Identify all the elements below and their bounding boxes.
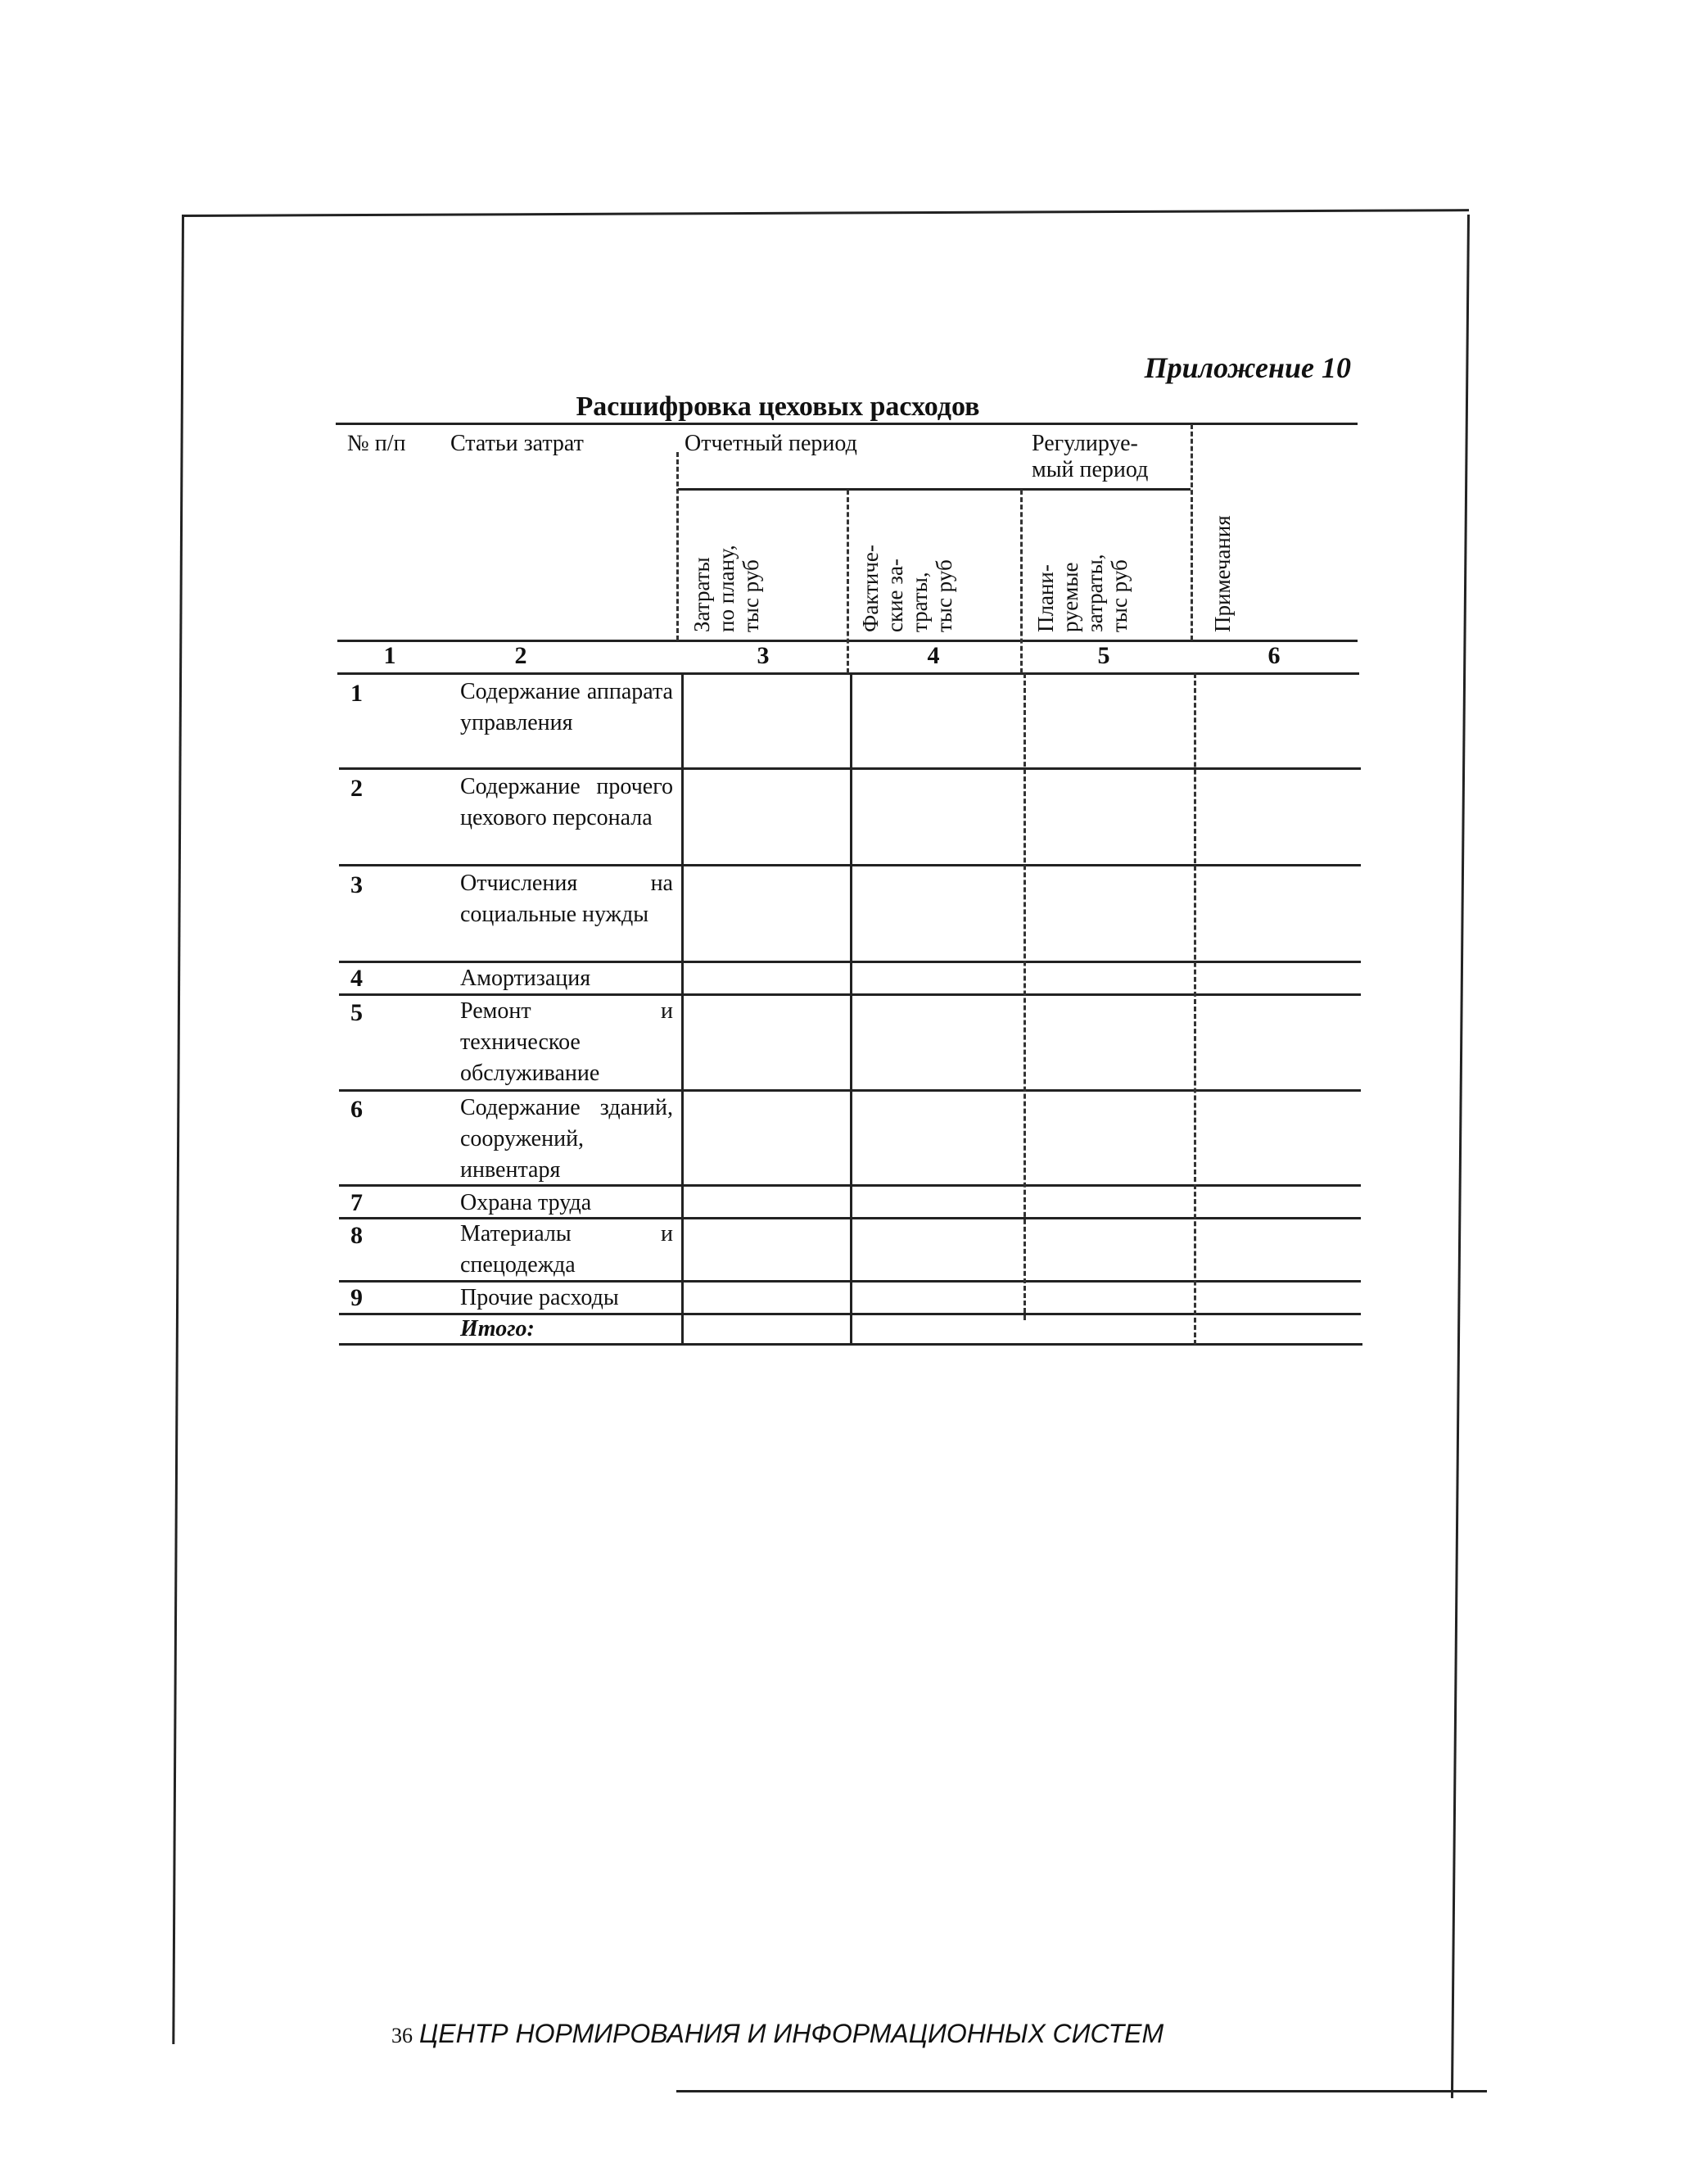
header-col-notes: Примечания bbox=[1210, 515, 1235, 632]
page-footer bbox=[391, 2019, 1210, 2049]
col-divider bbox=[1023, 673, 1026, 1320]
header-col-actual-costs: Фактиче- ские за- траты, тыс руб bbox=[858, 545, 956, 632]
column-number: 6 bbox=[1267, 642, 1281, 669]
column-number: 2 bbox=[514, 642, 527, 669]
column-number: 4 bbox=[927, 642, 940, 669]
row-number: 6 bbox=[350, 1096, 363, 1123]
col-divider bbox=[847, 490, 849, 673]
col-divider bbox=[1191, 424, 1193, 640]
row-item: Прочие расходы bbox=[460, 1285, 619, 1310]
row-item: Содержание прочего цехового персонала bbox=[460, 774, 673, 830]
header-group-regulated: Регулируе- мый период bbox=[1032, 431, 1149, 482]
col-divider bbox=[1020, 490, 1023, 673]
header-col-items: Статьи затрат bbox=[450, 431, 584, 456]
row-item: Охрана труда bbox=[460, 1190, 592, 1215]
col-divider bbox=[850, 673, 852, 1345]
header-group-reporting: Отчетный период bbox=[685, 431, 857, 456]
row-item: Содержание зданий, сооружений, инвентаря bbox=[460, 1095, 673, 1183]
row-number: 2 bbox=[350, 775, 363, 802]
col-divider bbox=[676, 452, 679, 640]
appendix-label: Приложение 10 bbox=[1144, 351, 1351, 384]
row-number: 7 bbox=[350, 1189, 363, 1216]
row-item: Содержание аппарата управления bbox=[460, 679, 673, 735]
col-divider bbox=[1194, 673, 1196, 1345]
column-number: 3 bbox=[757, 642, 770, 669]
row-number: 8 bbox=[350, 1222, 363, 1249]
column-number: 5 bbox=[1097, 642, 1110, 669]
row-number: 9 bbox=[350, 1284, 363, 1311]
row-number: 1 bbox=[350, 680, 363, 707]
column-number: 1 bbox=[383, 642, 396, 669]
row-number: 3 bbox=[350, 871, 363, 898]
row-item: Ремонт и техническое обслуживание bbox=[460, 998, 673, 1086]
total-label: Итого: bbox=[460, 1316, 535, 1341]
table-top-rule bbox=[336, 423, 1358, 425]
page-number: 36 bbox=[391, 2024, 413, 2047]
header-col-planned-costs: Плани- руемые затраты, тыс руб bbox=[1033, 554, 1132, 632]
row-item: Отчисления на социальные нужды bbox=[460, 871, 673, 927]
header-col-plan-costs: Затраты по плану, тыс руб bbox=[689, 545, 763, 632]
row-item: Амортизация bbox=[460, 966, 591, 991]
footer-org-name: ЦЕНТР НОРМИРОВАНИЯ И ИНФОРМАЦИОННЫХ СИСТЕМ bbox=[419, 2019, 1164, 2048]
group-header-rule bbox=[678, 488, 1191, 491]
document-title: Расшифровка цеховых расходов bbox=[576, 391, 980, 422]
row-item: Материалы и спецодежда bbox=[460, 1221, 673, 1278]
row-number: 4 bbox=[350, 965, 363, 992]
row-number: 5 bbox=[350, 999, 363, 1026]
col-divider bbox=[681, 673, 684, 1345]
header-col-num: № п/п bbox=[347, 431, 406, 456]
